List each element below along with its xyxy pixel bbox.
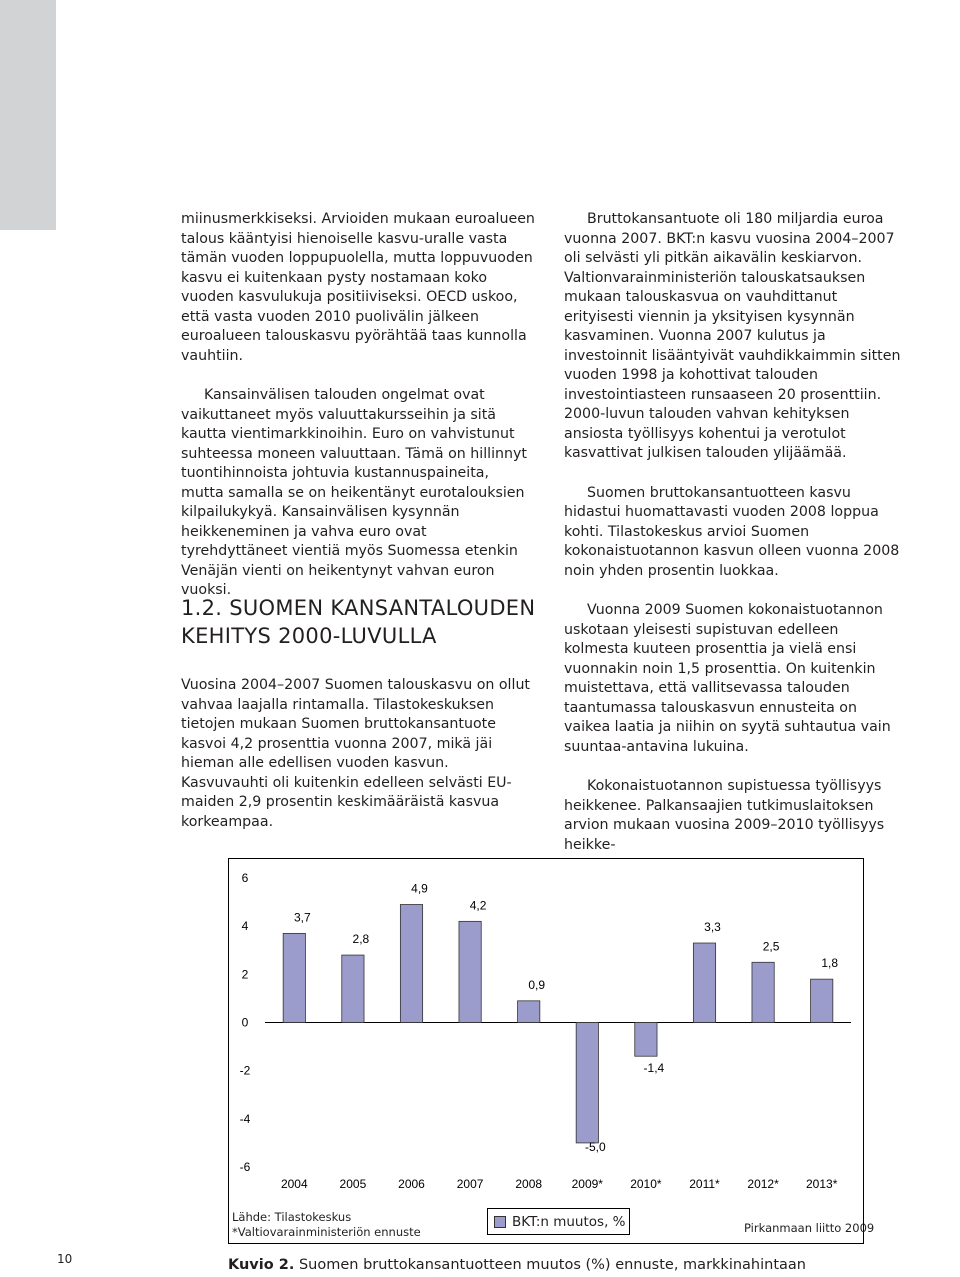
y-tick-label: -4 [239,1111,251,1126]
chart-credit: Pirkanmaan liitto 2009 [744,1221,875,1235]
x-tick-label: 2005 [339,1177,367,1191]
x-tick-label: 2013* [806,1177,838,1191]
data-label: -1,4 [643,1061,665,1076]
bar-chart-svg [229,859,863,1243]
left-paragraph-2: Kansainvälisen talouden ongelmat ovat vaikuttaneet myös valuuttakursseihin ja sitä kautta vientimarkkinoihin. Euro on vahvistunut suhteessa moneen valuuttaan. Tämä on hillinnyt tuontihinnoista johtuvia kustannuspaineita, mutta samalla se on heikentänyt eurotalouksien kilpailukykyä. Kansainvälisen kysynnän heikkeneminen ja vahva euro ovat tyrehdyttäneet vientiä myös Suomessa etenkin Venäjän vienti on heikentynyt vahvan euron vuoksi. [181,387,527,598]
x-tick-label: 2011* [689,1177,720,1191]
left-column-lower [181,676,536,832]
x-tick-label: 2006 [398,1177,425,1191]
x-tick-label: 2012* [747,1177,779,1191]
x-tick-label: 2008 [515,1177,543,1191]
chart-source [232,1210,421,1240]
legend-label: BKT:n muutos, % [512,1213,626,1230]
x-tick-label: 2004 [280,1177,308,1191]
chart-legend [487,1208,630,1235]
left-column [181,210,536,601]
x-tick-label: 2007 [456,1177,484,1191]
bar-2005 [342,955,364,1022]
bar-2010* [635,1023,657,1057]
bar-2006 [400,904,422,1022]
source-line-2: *Valtiovarainministeriön ennuste [232,1225,421,1239]
data-label: 4,9 [411,881,428,896]
right-paragraph-2: Suomen bruttokansantuotteen kasvu hidastui huomattavasti vuoden 2008 loppua kohti. Tilastokeskus arvioi Suomen kokonaistuotannon kasvun olleen vuonna 2008 noin yhden prosentin luokkaa. [564,484,900,579]
bar-2004 [283,933,305,1022]
bar-2009* [576,1023,598,1143]
data-label: -5,0 [584,1140,606,1154]
legend-swatch [494,1216,506,1228]
right-paragraph-1: Bruttokansantuote oli 180 miljardia euroa vuonna 2007. BKT:n kasvu vuosina 2004–2007 oli selvästi yli pitkän aikavälin keskiarvon. Valtionvarainministeriön talouskatsauksen mukaan talouskasvua on vauhdittanut erityisesti viennin ja yksityisen kysynnän kasvaminen. Vuonna 2007 kulutus ja investoinnit lisääntyivät vauhdikkaimmin sitten vuoden 1998 ja kohottivat talouden investointiasteen runsaaseen 20 prosenttiin. 2000-luvun talouden vahvan kehityksen ansiosta työllisyys kohentui ja verotulot kasvattivat julkisen talouden ylijäämää. [564,211,901,461]
y-tick-label: 4 [241,919,249,934]
source-line-1: Lähde: Tilastokeskus [232,1210,352,1224]
right-paragraph-4: Kokonaistuotannon supistuessa työllisyys heikkenee. Palkansaajien tutkimuslaitoksen arvion mukaan vuosina 2009–2010 työllisyys heikke- [564,778,885,853]
data-label: 3,7 [293,910,311,925]
x-tick-label: 2009* [571,1177,603,1191]
right-paragraph-3: Vuonna 2009 Suomen kokonaistuotannon uskotaan yleisesti supistuvan edelleen kolmesta kuuteen prosenttia ja vielä ensi vuonnakin noin 1,5 prosenttia. On kuitenkin muistettava, että vallitsevassa talouden taantumassa talouskasvun ennusteita on vaikea laatia ja niihin on syytä suhtautua vain suuntaa-antavina lukuina. [564,602,891,755]
figure-caption [228,1257,806,1273]
gdp-chart [228,858,864,1244]
y-tick-label: 0 [241,1015,249,1030]
data-label: 3,3 [704,920,721,935]
bar-2012* [752,962,774,1022]
data-label: 4,2 [469,898,487,913]
y-tick-label: 6 [241,871,249,885]
bar-2007 [459,921,481,1022]
data-label: 2,5 [762,939,780,954]
data-label: 1,8 [821,956,839,971]
left-paragraph-3: Vuosina 2004–2007 Suomen talouskasvu on ollut vahvaa laajalla rintamalla. Tilastokeskuksen tietojen mukaan Suomen bruttokansantuote kasvoi 4,2 prosenttia vuonna 2007, mikä jäi hieman alle edellisen vuoden kasvun. Kasvuvauhti oli kuitenkin edelleen selvästi EU-maiden 2,9 prosentin keskimääräistä kasvua korkeampaa. [181,677,530,830]
data-label: 0,9 [528,977,546,992]
y-tick-label: 2 [241,967,249,982]
bar-2013* [811,979,833,1022]
section-heading: 1.2. SUOMEN KANSANTALOUDEN KEHITYS 2000-LUVULLA [181,596,536,648]
caption-text: Suomen bruttokansantuotteen muutos (%) ennuste, markkinahintaan [298,1257,806,1273]
caption-label: Kuvio 2. [228,1257,295,1273]
left-paragraph-1: miinusmerkkiseksi. Arvioiden mukaan euroalueen talous kääntyisi hienoiselle kasvu-uralle vasta tämän vuoden loppupuolella, mutta loppuvuoden kasvu ei kuitenkaan pysty nostamaan koko vuoden kasvulukuja positiiviseksi. OECD uskoo, että vasta vuoden 2010 puolivälin jälkeen euroalueen talouskasvu pyörähtää taas kunnolla vauhtiin. [181,211,535,364]
data-label: 2,8 [352,932,370,947]
right-column [564,210,904,855]
bar-2008 [518,1001,540,1023]
x-tick-label: 2010* [630,1177,662,1191]
bar-2011* [693,943,715,1022]
corner-decoration [0,0,56,230]
y-tick-label: -2 [239,1063,251,1078]
y-tick-label: -6 [239,1160,251,1174]
page-number: 10 [57,1252,73,1266]
